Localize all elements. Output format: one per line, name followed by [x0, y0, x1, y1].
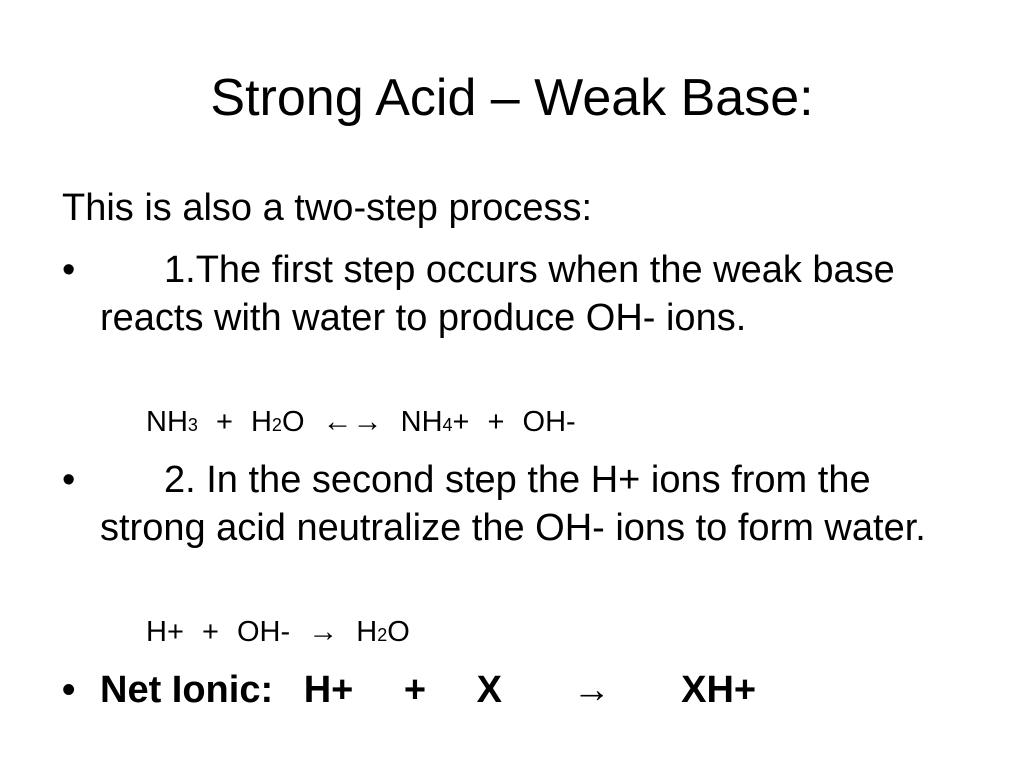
eq-term: H — [356, 616, 378, 648]
intro-text: This is also a two-step process: — [62, 187, 593, 229]
eq-plus: + — [201, 616, 219, 648]
bullet-text: 1.The first step occurs when the weak base reacts with water to produce OH- ions. — [100, 249, 895, 339]
slide-title: Strong Acid – Weak Base: — [210, 69, 814, 127]
eq-term: H+ — [146, 616, 184, 648]
net-product: XH+ — [681, 669, 757, 711]
bullet-text: 2. In the second step the H+ ions from the strong acid neutralize the OH- ions to form water. — [100, 459, 926, 549]
eq-subscript: 4 — [442, 415, 453, 435]
eq-plus: + — [487, 406, 505, 438]
eq-term: NH — [400, 406, 443, 438]
bullet-step-one — [62, 246, 962, 342]
net-ionic-line — [62, 666, 756, 714]
eq-charge: + — [452, 406, 470, 438]
bullet-marker: • — [62, 249, 76, 291]
bullet-step-two — [62, 456, 962, 552]
eq-term: OH- — [236, 616, 291, 648]
equation-neutralization — [146, 614, 410, 653]
eq-subscript: 2 — [271, 415, 282, 435]
eq-term: O — [281, 406, 305, 438]
right-arrow-icon: → — [308, 615, 339, 648]
bullet-marker: • — [62, 459, 76, 501]
right-arrow-icon: → — [572, 669, 611, 711]
eq-term: O — [387, 616, 410, 648]
net-term: X — [476, 669, 503, 711]
eq-plus: + — [215, 406, 233, 438]
net-ionic-label: Net Ionic: — [100, 669, 274, 711]
eq-term: H — [250, 406, 272, 438]
equilibrium-arrow-icon: ←→ — [322, 405, 383, 438]
eq-term: NH — [146, 406, 188, 438]
eq-subscript: 2 — [377, 625, 388, 645]
eq-subscript: 3 — [187, 415, 198, 435]
bullet-marker: • — [62, 669, 76, 711]
net-term: H+ — [303, 669, 354, 711]
net-plus: + — [403, 669, 427, 711]
equation-ammonia-water — [146, 404, 576, 443]
eq-term: OH- — [522, 406, 576, 438]
